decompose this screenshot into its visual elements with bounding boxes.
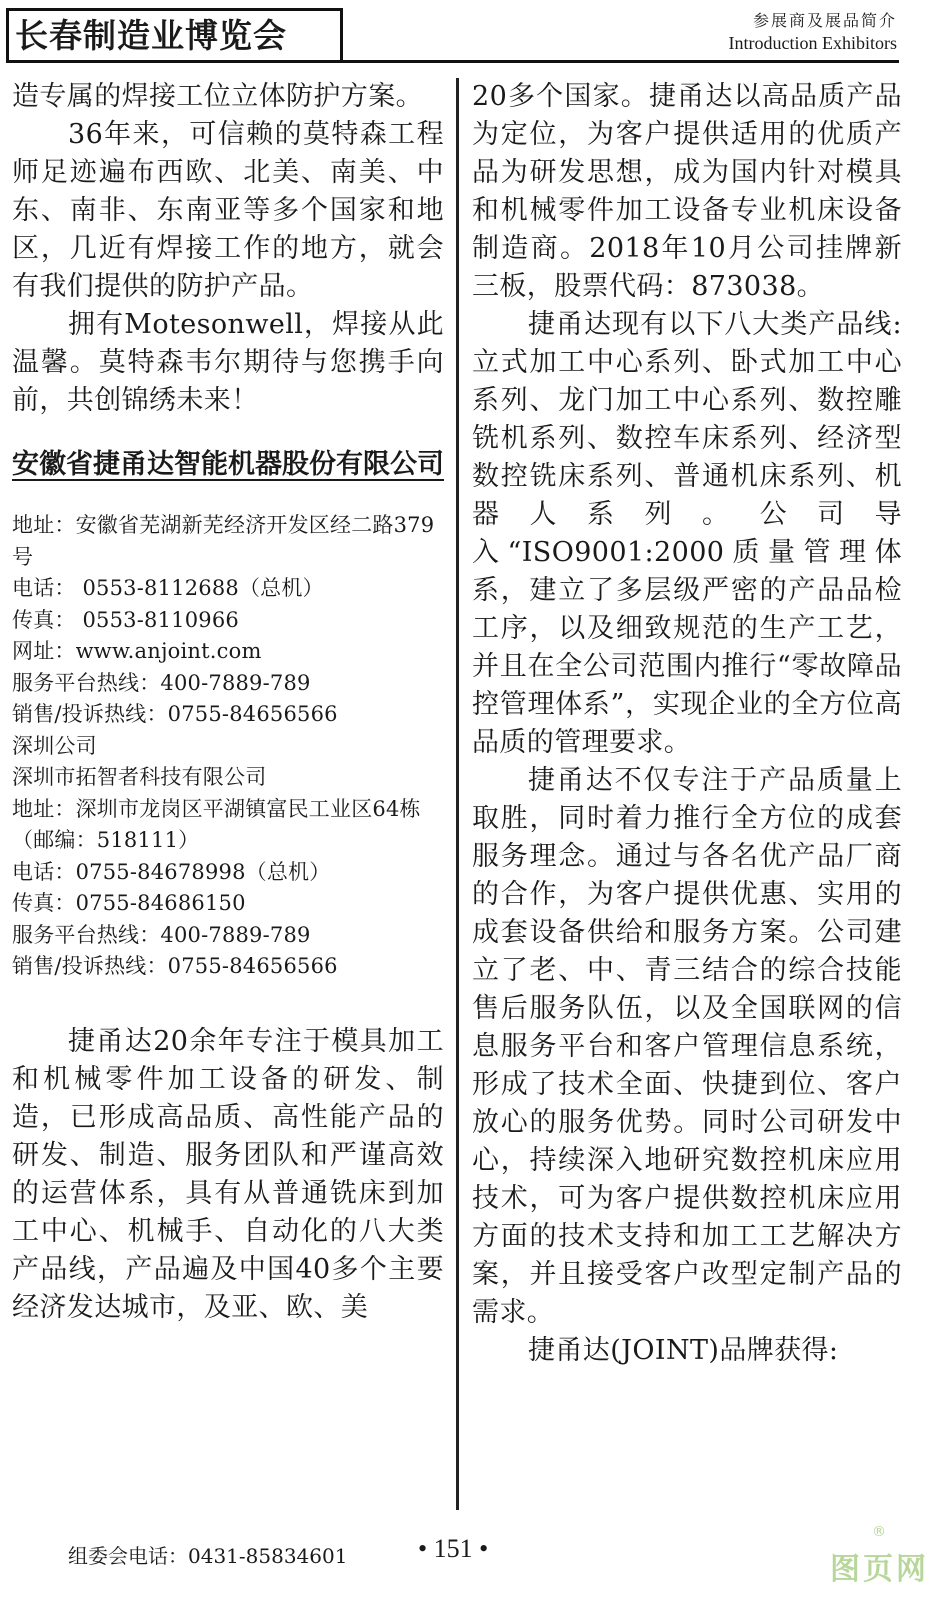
header-subtitle-en: Introduction Exhibitors — [728, 33, 897, 53]
contact-line: 传真： 0553-8110966 — [12, 607, 239, 632]
contact-line: 销售/投诉热线：0755-84656566 — [12, 702, 338, 726]
page-number: • 151 • — [418, 1534, 489, 1563]
paragraph-closing: 拥有Motesonwell，焊接从此温馨。莫特森韦尔期待与您携手向前，共创锦绣未来！ — [12, 309, 444, 416]
left-column — [12, 78, 444, 1327]
header-section-label — [729, 10, 897, 54]
column-divider — [456, 78, 459, 1510]
contact-line: 电话：0755-84678998（总机） — [12, 859, 331, 884]
contact-line: 网址：www.anjoint.com — [12, 639, 262, 663]
contact-line: 销售/投诉热线：0755-84656566 — [12, 954, 338, 978]
header-subtitle-zh: 参展商及展品简介 — [752, 11, 897, 30]
paragraph-service: 捷甬达不仅专注于产品质量上取胜，同时着力推行全方位的成套服务理念。通过与各名优产品厂商的合作，为客户提供优惠、实用的成套设备供给和服务方案。公司建立了老、中、青三结合的综合技能售后服务队伍，以及全国联网的信息服务平台和客户管理信息系统，形成了技术全面、快捷到位、客户放心的服务优势。同时公司研发中心，持续深入地研究数控机床应用技术，可为客户提供数控机床应用方面的技术支持和加工工艺解决方案，并且接受客户改型定制产品的需求。 — [472, 765, 902, 1328]
contact-line: 地址：深圳市龙岗区平湖镇富民工业区64栋（邮编：518111） — [12, 796, 421, 852]
paragraph-profile: 捷甬达20余年专注于模具加工和机械零件加工设备的研发、制造，已形成高品质、高性能产品的研发、制造、服务团队和严谨高效的运营体系，具有从普通铣床到加工中心、机械手、自动化的八大类产品线，产品遍及中国40多个主要经济发达城市，及亚、欧、美 — [12, 1025, 444, 1323]
paragraph-profile-cont: 20多个国家。捷甬达以高品质产品为定位，为客户提供适用的优质产品为研发思想，成为国内针对模具和机械零件加工设备专业机床设备制造商。2018年10月公司挂牌新三板，股票代码：873038。 — [472, 81, 902, 302]
company-title: 安徽省捷甬达智能机器股份有限公司 — [12, 449, 444, 480]
registered-mark: ® — [872, 1524, 889, 1540]
contact-line: 地址：安徽省芜湖新芜经济开发区经二路379号 — [12, 513, 435, 569]
contact-line: 深圳市拓智者科技有限公司 — [12, 765, 267, 789]
contact-line: 电话： 0553-8112688（总机） — [12, 576, 324, 600]
header-title: 长春制造业博览会 — [6, 8, 343, 62]
contact-block — [12, 510, 444, 983]
header-rule — [6, 60, 899, 63]
watermark-text: 图页网 — [830, 1552, 929, 1587]
contact-line: 服务平台热线：400-7889-789 — [12, 670, 311, 695]
footer-committee-phone: 组委会电话：0431-85834601 — [68, 1544, 348, 1568]
right-column — [472, 78, 902, 1370]
paragraph-intro-tail: 造专属的焊接工位立体防护方案。 — [12, 81, 423, 112]
contact-line: 服务平台热线：400-7889-789 — [12, 922, 311, 947]
paragraph-products: 捷甬达现有以下八大类产品线:立式加工中心系列、卧式加工中心系列、龙门加工中心系列、数控雕铣机系列、数控车床系列、经济型数控铣床系列、普通机床系列、机器人系列。公司导入“ISO9001:2000质量管理体系，建立了多层级严密的产品品检工序，以及细致规范的生产工艺，并且在全公司范围内推行“零故障品控管理体系”，实现企业的全方位高品质的管理要求。 — [472, 309, 902, 758]
paragraph-engineers: 36年来，可信赖的莫特森工程师足迹遍布西欧、北美、南美、中东、南非、东南亚等多个国家和地区，几近有焊接工作的地方，就会有我们提供的防护产品。 — [12, 119, 444, 302]
contact-line: 传真：0755-84686150 — [12, 891, 246, 915]
paragraph-brand: 捷甬达(JOINT)品牌获得: — [528, 1335, 839, 1366]
watermark-logo — [830, 1524, 929, 1588]
contact-line: 深圳公司 — [12, 733, 97, 758]
